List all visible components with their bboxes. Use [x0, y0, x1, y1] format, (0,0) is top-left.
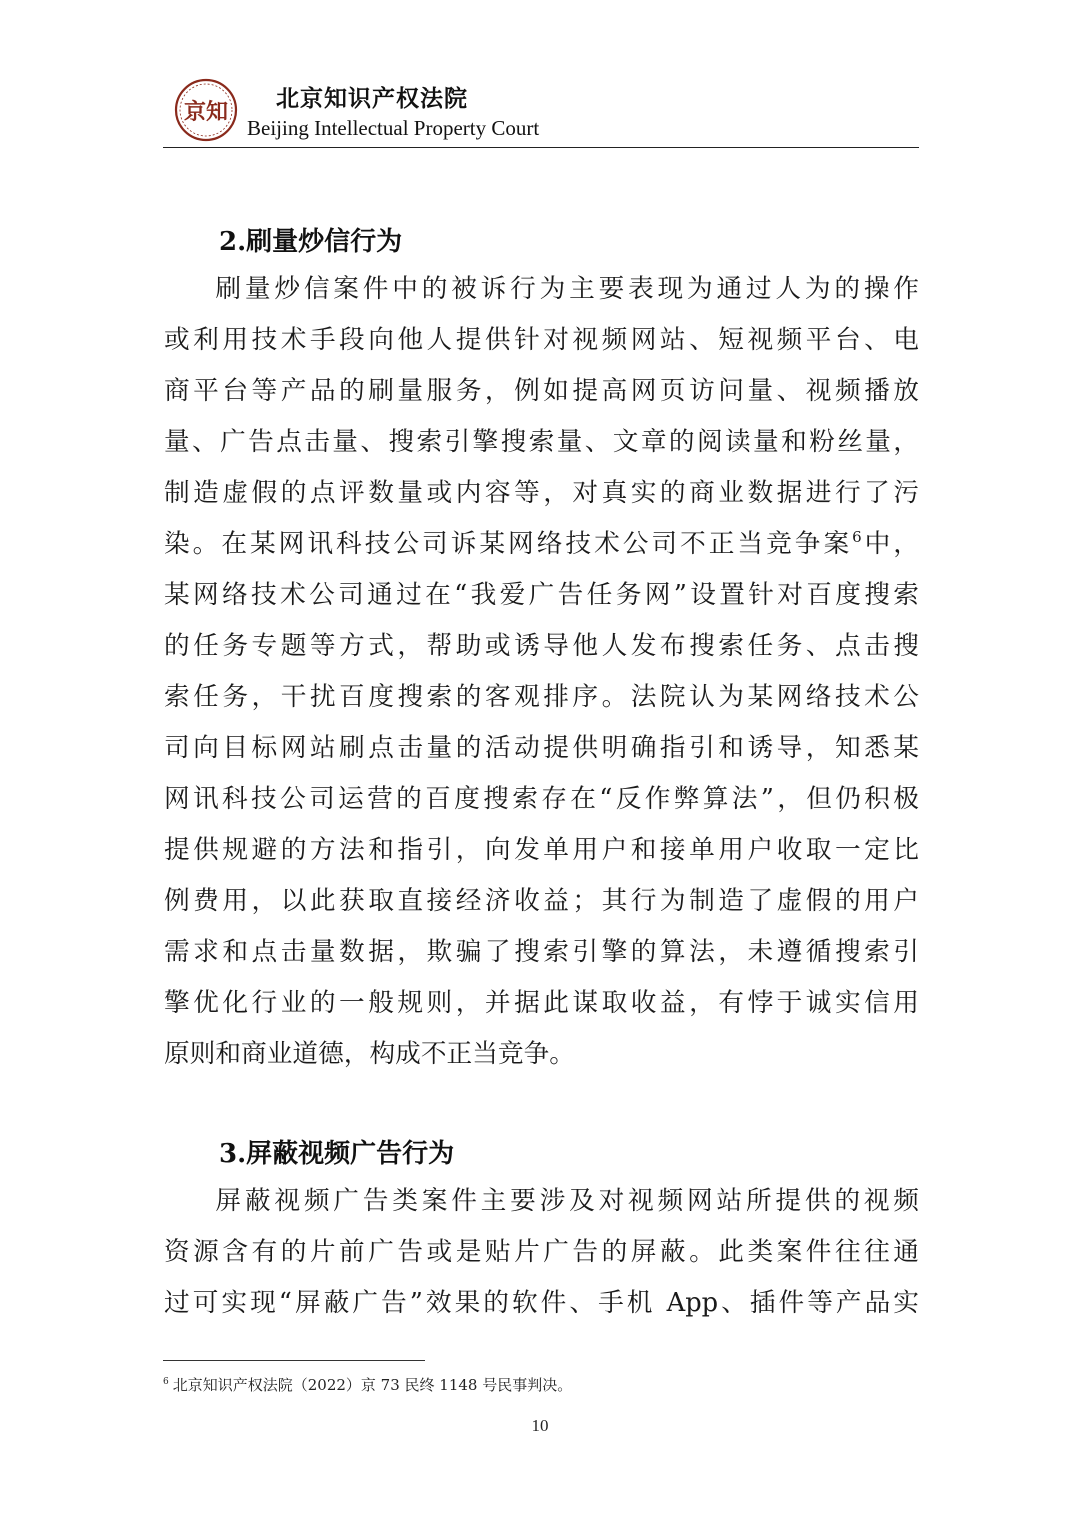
footnote-reference[interactable]: 6	[852, 528, 862, 546]
paragraph-line: 屏蔽视频广告类案件主要涉及对视频网站所提供的视频	[215, 1186, 919, 1216]
section-paragraph-fake-traffic	[164, 264, 919, 1080]
section-heading-ad-blocking: 3.屏蔽视频广告行为	[219, 1139, 455, 1169]
paragraph-line: 某网络技术公司通过在“我爱广告任务网”设置针对百度搜索	[164, 580, 919, 610]
paragraph-line: 资源含有的片前广告或是贴片广告的屏蔽。此类案件往往通	[164, 1237, 919, 1267]
paragraph-line: 网讯科技公司运营的百度搜索存在“反作弊算法”，但仍积极	[164, 784, 919, 814]
paragraph-line: 过可实现“屏蔽广告”效果的软件、手机 App、插件等产品实	[164, 1288, 919, 1318]
paragraph-line: 或利用技术手段向他人提供针对视频网站、短视频平台、电	[164, 325, 919, 355]
footnote-divider	[163, 1360, 425, 1361]
paragraph-line-with-footnote	[164, 519, 919, 570]
paragraph-line: 司向目标网站刷点击量的活动提供明确指引和诱导，知悉某	[164, 733, 919, 763]
paragraph-line: 原则和商业道德，构成不正当竞争。	[164, 1039, 575, 1069]
court-name-english: Beijing Intellectual Property Court	[247, 116, 540, 140]
paragraph-line: 量、广告点击量、搜索引擎搜索量、文章的阅读量和粉丝量，	[164, 427, 919, 457]
court-seal-logo-icon	[173, 77, 239, 143]
paragraph-line: 刷量炒信案件中的被诉行为主要表现为通过人为的操作	[215, 274, 919, 304]
page-number: 10	[531, 1416, 549, 1435]
line-text: 中，	[861, 529, 919, 559]
paragraph-line: 制造虚假的点评数量或内容等，对真实的商业数据进行了污	[164, 478, 919, 508]
paragraph-line: 索任务，干扰百度搜索的客观排序。法院认为某网络技术公	[164, 682, 919, 712]
court-name-chinese: 北京知识产权法院	[276, 86, 468, 112]
paragraph-line: 商平台等产品的刷量服务，例如提高网页访问量、视频播放	[164, 376, 919, 406]
section-paragraph-ad-blocking	[164, 1176, 919, 1329]
footnote	[163, 1374, 572, 1395]
section-heading-fake-traffic: 2.刷量炒信行为	[219, 227, 403, 257]
paragraph-line: 例费用，以此获取直接经济收益；其行为制造了虚假的用户	[164, 886, 919, 916]
paragraph-line: 需求和点击量数据，欺骗了搜索引擎的算法，未遵循搜索引	[164, 937, 919, 967]
footnote-mark: 6	[163, 1377, 169, 1387]
footnote-text: 北京知识产权法院（2022）京 73 民终 1148 号民事判决。	[172, 1376, 573, 1394]
page-header	[163, 72, 919, 150]
paragraph-line: 擎优化行业的一般规则，并据此谋取收益，有悖于诚实信用	[164, 988, 919, 1018]
line-text: 染。在某网讯科技公司诉某网络技术公司不正当竞争案	[164, 529, 853, 559]
header-divider	[163, 147, 919, 148]
paragraph-line: 提供规避的方法和指引，向发单用户和接单用户收取一定比	[164, 835, 919, 865]
svg-text:京知: 京知	[183, 99, 229, 125]
paragraph-line: 的任务专题等方式，帮助或诱导他人发布搜索任务、点击搜	[164, 631, 919, 661]
